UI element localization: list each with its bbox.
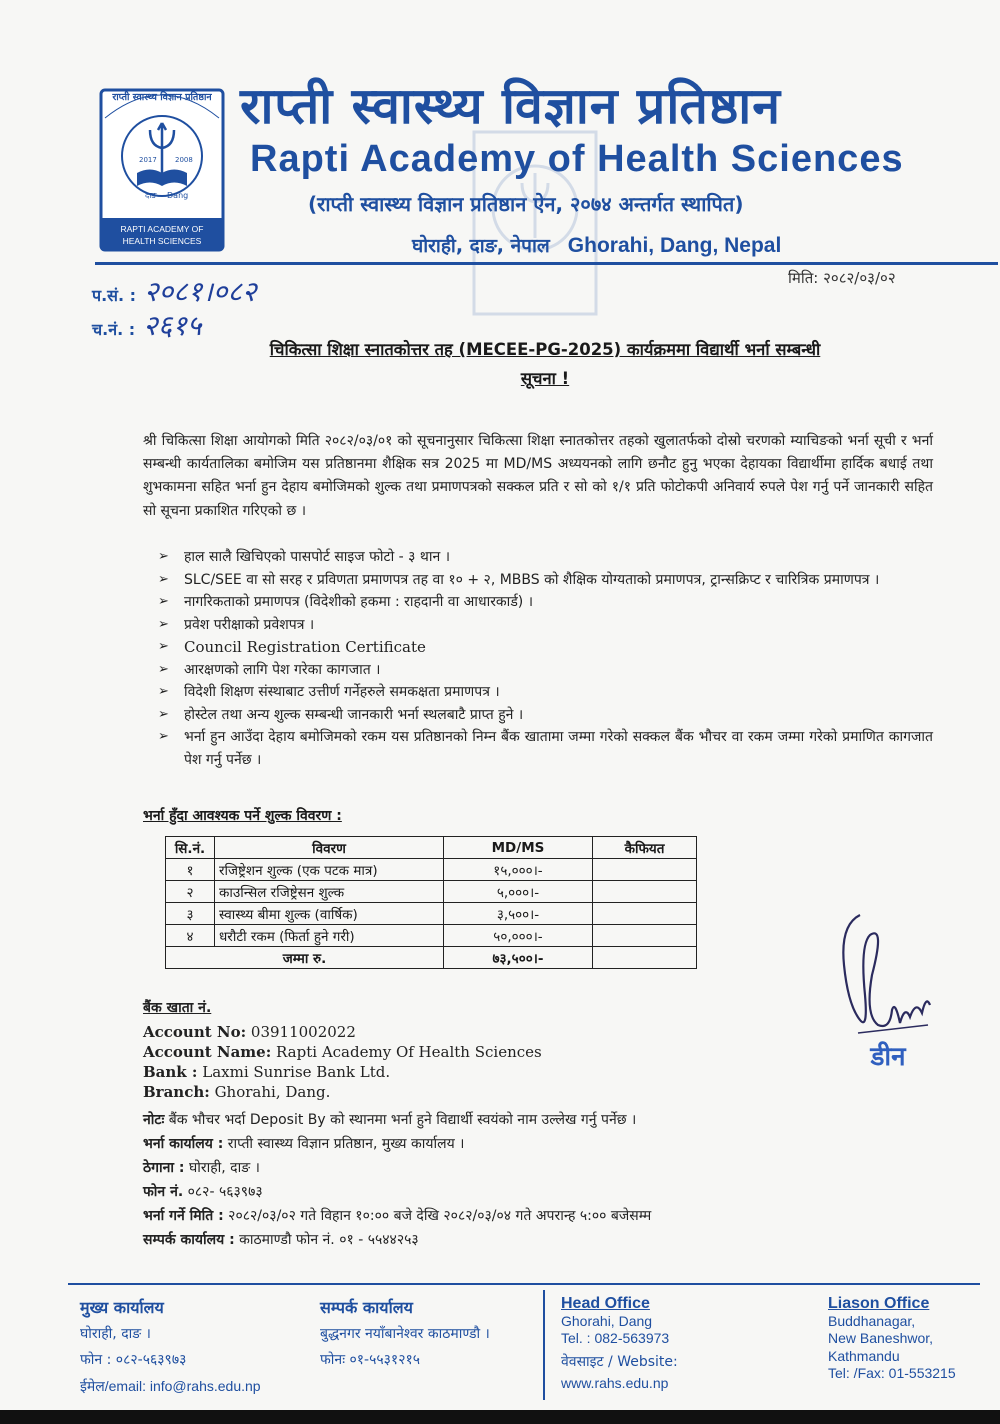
- list-item: ➢ विदेशी शिक्षण संस्थाबाट उत्तीर्ण गर्नेहरुले समकक्षता प्रमाणपत्र ।: [158, 681, 933, 704]
- list-item: ➢ भर्ना हुन आउँदा देहाय बमोजिमको रकम यस प्रतिष्ठानको निम्न बैंक खातामा जम्मा गरेको सक्कल बैंक भौचर वा रकम जम्मा गरेको प्रमाणित कागजात पेश गर्नु पर्नेछ ।: [158, 726, 933, 771]
- institute-logo: [95, 78, 230, 256]
- footer-contact-office-np: सम्पर्क कार्यालय बुद्धनगर नयाँबानेश्वर काठमाण्डौ । फोनः ०१-५५३१२१५: [320, 1298, 490, 1368]
- office-line: भर्ना कार्यालय : राप्ती स्वास्थ्य विज्ञान प्रतिष्ठान, मुख्य कार्यालय ।: [143, 1136, 465, 1152]
- subject-notice-word: सूचना !: [520, 369, 570, 388]
- list-item: ➢ हाल सालै खिचिएको पासपोर्ट साइज फोटो - ३ थान ।: [158, 546, 933, 569]
- dean-stamp: डीन: [870, 1042, 906, 1072]
- table-row: २ काउन्सिल रजिष्ट्रेसन शुल्क ५,०००।-: [166, 881, 697, 903]
- list-item: ➢ होस्टेल तथा अन्य शुल्क सम्बन्धी जानकारी भर्ना स्थलबाटै प्राप्त हुने ।: [158, 704, 933, 727]
- logo-place-np: दाङ: [145, 191, 157, 200]
- dean-signature: [830, 905, 940, 1075]
- table-total-row: [166, 947, 697, 969]
- logo-label-line2: HEALTH SCIENCES: [122, 236, 202, 246]
- dispatch-number-label: च.नं. :: [92, 320, 136, 339]
- logo-label-line1: RAPTI ACADEMY OF: [120, 224, 204, 234]
- header-divider: [95, 262, 998, 265]
- address-line: ठेगाना : घोराही, दाङ ।: [143, 1160, 260, 1176]
- dispatch-number: [92, 306, 201, 344]
- arrow-bullet-icon: ➢: [158, 594, 169, 609]
- col-description: विवरण: [215, 837, 444, 859]
- ref-number-value: २०८१।०८२: [144, 275, 257, 308]
- list-item: ➢ SLC/SEE वा सो सरह र प्रविणता प्रमाणपत्र तह वा १० + २, MBBS को शैक्षिक योग्यताको प्रमाणपत्र, ट्रान्सक्रिप्ट र चारित्रिक प्रमाणपत्र ।: [158, 569, 933, 592]
- arrow-bullet-icon: ➢: [158, 571, 169, 587]
- account-name: Rapti Academy Of Health Sciences: [276, 1043, 542, 1061]
- logo-place-en: Dang: [167, 191, 189, 200]
- list-item: ➢ नागरिकताको प्रमाणपत्र (विदेशीको हकमा : राहदानी वा आधारकार्ड) ।: [158, 591, 933, 614]
- arrow-bullet-icon: ➢: [158, 684, 169, 699]
- notice-paragraph: श्री चिकित्सा शिक्षा आयोगको मिति २०८२/०३/०१ को सूचनानुसार चिकित्सा शिक्षा स्नातकोत्तर तहको खुलातर्फको दोस्रो चरणको म्याचिङको भर्ना सूची र भर्ना सम्बन्धी कार्यतालिका बमोजिम यस प्रतिष्ठानमा शैक्षिक सत्र 2025 मा MD/MS अध्ययनको लागि छनौट हुनु भएका देहायका विद्यार्थीमा हार्दिक बधाई तथा शुभकामना सहित भर्ना हुन देहाय बमोजिमको शुल्क तथा प्रमाणपत्रको सक्कल प्रति र सो को १/१ प्रति फोटोकपी अनिवार्य रुपले पेश गर्नु पर्ने जानकारी सहित सो सूचना प्रकाशित गरिएको छ ।: [143, 433, 933, 519]
- arrow-bullet-icon: ➢: [158, 661, 169, 677]
- subject-line: चिकित्सा शिक्षा स्नातकोत्तर तह (MECEE-PG-2025) कार्यक्रममा विद्यार्थी भर्ना सम्बन्धी: [269, 340, 821, 359]
- address-english: Ghorahi, Dang, Nepal: [567, 234, 782, 257]
- footer-head-office-np: मुख्य कार्यालय घोराही, दाङ । फोन : ०८२-५६३९७३ ईमेल/email: info@rahs.edu.np: [80, 1298, 261, 1394]
- col-remarks: कैफियत: [593, 837, 697, 859]
- branch-line: Branch: Ghorahi, Dang.: [143, 1083, 331, 1101]
- list-item: ➢ आरक्षणको लागि पेश गरेका कागजात ।: [158, 659, 933, 682]
- logo-arc-text: राप्ती स्वास्थ्य विज्ञान प्रतिष्ठान: [112, 92, 212, 103]
- arrow-bullet-icon: ➢: [158, 706, 169, 722]
- table-header-row: [166, 837, 697, 859]
- table-row: ३ स्वास्थ्य बीमा शुल्क (वार्षिक) ३,५००।-: [166, 903, 697, 925]
- note-line: नोटः बैंक भौचर भर्दा Deposit By को स्थानमा भर्ना हुने विद्यार्थी स्वयंको नाम उल्लेख गर्नु पर्नेछ ।: [143, 1112, 637, 1128]
- bank-heading: बैंक खाता नं.: [143, 1000, 212, 1016]
- arrow-bullet-icon: ➢: [158, 729, 169, 744]
- org-name-english: Rapti Academy of Health Sciences: [250, 138, 904, 180]
- arrow-bullet-icon: ➢: [158, 549, 169, 564]
- footer-divider: [68, 1283, 980, 1285]
- dispatch-number-value: २६१५: [143, 309, 202, 342]
- footer-liaison-office-en: Liason Office Buddhanagar, New Baneshwor, Kathmandu Tel: /Fax: 01-553215: [828, 1295, 956, 1381]
- admission-dates-line: भर्ना गर्ने मिति : २०८२/०३/०२ गते विहान १०:०० बजे देखि २०८२/०३/०४ गते अपरान्ह ५:०० बजेसम्म: [143, 1208, 652, 1224]
- phone-line: फोन नं. ०८२- ५६३९७३: [143, 1184, 263, 1200]
- bank-details: [143, 998, 542, 1102]
- arrow-bullet-icon: ➢: [158, 639, 169, 654]
- bank-name: Laxmi Sunrise Bank Ltd.: [202, 1063, 391, 1081]
- required-documents-list: [158, 546, 933, 771]
- header-address: [412, 232, 781, 258]
- address-nepali: घोराही, दाङ, नेपाल: [412, 235, 550, 257]
- account-number-line: Account No: 03911002022: [143, 1023, 356, 1041]
- logo-year-left: 2017: [139, 156, 157, 164]
- fee-details-heading: भर्ना हुँदा आवश्यक पर्ने शुल्क विवरण :: [143, 808, 342, 824]
- org-name-nepali: राप्ती स्वास्थ्य विज्ञान प्रतिष्ठान: [240, 77, 781, 135]
- fee-table: [165, 836, 697, 969]
- notice-date: मिति: २०८२/०३/०२: [788, 269, 896, 287]
- arrow-bullet-icon: ➢: [158, 616, 169, 632]
- logo-year-right: 2008: [175, 156, 193, 164]
- scan-bottom-edge: [0, 1410, 1000, 1424]
- list-item: ➢ Council Registration Certificate: [158, 636, 933, 659]
- branch-name: Ghorahi, Dang.: [214, 1083, 331, 1101]
- table-row: ४ धरौटी रकम (फिर्ता हुने गरी) ५०,०००।-: [166, 925, 697, 947]
- notice-subject: [200, 335, 890, 393]
- total-amount: ७३,५००।-: [444, 947, 593, 969]
- footer-head-office-en: Head Office Ghorahi, Dang Tel. : 082-563973 वेवसाइट / Website: www.rahs.edu.np: [561, 1295, 678, 1391]
- col-serial: सि.नं.: [166, 837, 215, 859]
- col-md-ms: MD/MS: [444, 837, 593, 859]
- bank-name-line: Bank : Laxmi Sunrise Bank Ltd.: [143, 1063, 391, 1081]
- account-name-line: Account Name: Rapti Academy Of Health Sciences: [143, 1043, 542, 1061]
- list-item: ➢ प्रवेश परीक्षाको प्रवेशपत्र ।: [158, 614, 933, 637]
- table-row: १ रजिष्ट्रेशन शुल्क (एक पटक मात्र) १५,०००।-: [166, 859, 697, 881]
- contact-office-line: सम्पर्क कार्यालय : काठमाण्डौ फोन नं. ०१ - ५५४४२५३: [143, 1232, 419, 1248]
- footer-separator: [543, 1290, 545, 1400]
- ref-number-label: प.सं. :: [92, 286, 137, 305]
- admission-notes: [143, 1108, 651, 1252]
- total-label: जम्मा रु.: [166, 947, 444, 969]
- ref-number: [92, 272, 257, 310]
- establishment-act-note: (राप्ती स्वास्थ्य विज्ञान प्रतिष्ठान ऐन, २०७४ अन्तर्गत स्थापित): [308, 192, 744, 216]
- account-number: 03911002022: [250, 1023, 356, 1041]
